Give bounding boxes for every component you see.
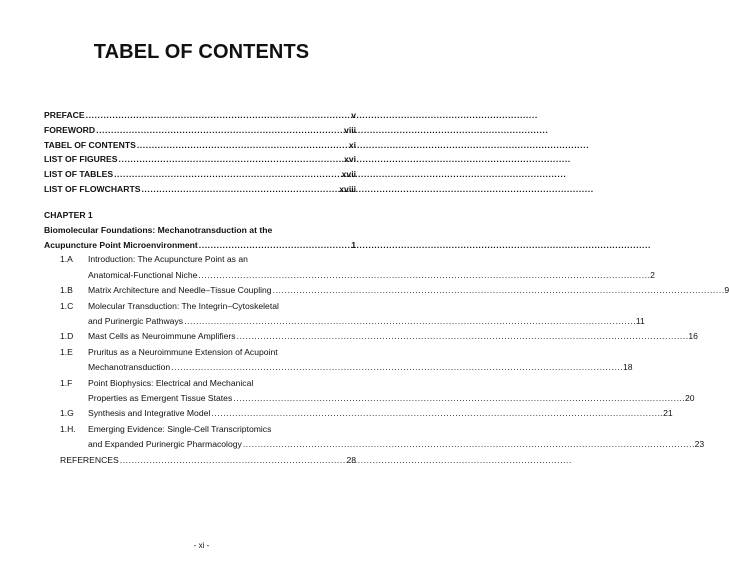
page-title: TABEL OF CONTENTS xyxy=(93,41,310,63)
toc-entry-section-1d[interactable] xyxy=(44,329,698,344)
chapter-1-block xyxy=(44,208,729,468)
toc-entry-section-1f[interactable] xyxy=(44,376,695,407)
chapter-title-line2: Acupuncture Point Microenvironment xyxy=(44,239,198,250)
chapter-label: CHAPTER 1 xyxy=(44,210,93,220)
toc-entry-section-1e[interactable] xyxy=(44,345,633,376)
toc-entry-page: xi xyxy=(348,139,356,150)
toc-entry-page: 18 xyxy=(622,362,633,373)
section-title-last: Anatomical-Functional Niche xyxy=(88,269,198,280)
toc-entry-page: 23 xyxy=(694,439,705,450)
section-title-last: and Expanded Purinergic Pharmacology xyxy=(88,439,242,450)
section-number: 1.C xyxy=(60,300,74,311)
dot-leader xyxy=(184,314,635,329)
toc-entry-label: TABEL OF CONTENTS xyxy=(44,139,136,150)
toc-entry-label: LIST OF TABLES xyxy=(44,169,114,180)
toc-entry-label: PREFACE xyxy=(44,110,85,120)
section-list xyxy=(44,252,729,468)
toc-entry-label: LIST OF FLOWCHARTS xyxy=(44,183,141,194)
toc-entry-page: 9 xyxy=(724,285,729,296)
toc-entry-page: 28 xyxy=(346,454,356,465)
toc-entry-foreword[interactable] xyxy=(44,123,356,138)
chapter-title-line1: Biomolecular Foundations: Mechanotransduction at the xyxy=(44,224,273,235)
section-title-last: Synthesis and Integrative Model xyxy=(88,408,211,419)
toc-entry-page: xvi xyxy=(344,154,356,165)
toc-entry-page: 16 xyxy=(688,331,698,342)
toc-entry-section-1b[interactable] xyxy=(44,283,729,298)
toc-entry-preface[interactable] xyxy=(44,108,356,123)
section-title-line1: Introduction: The Acupuncture Point as an xyxy=(88,254,248,265)
toc-entry-page: 2 xyxy=(650,269,655,280)
section-title-line1: Pruritus as a Neuroimmune Extension of Acupoint xyxy=(88,346,278,357)
toc-entry-page: 1 xyxy=(351,239,356,250)
toc-entry-label: LIST OF FIGURES xyxy=(44,154,118,165)
toc-entry-list-of-tables[interactable] xyxy=(44,167,356,182)
toc-entry-label: REFERENCES xyxy=(60,454,119,465)
section-number: 1.E xyxy=(60,346,73,357)
dot-leader xyxy=(233,391,684,406)
toc-entry-list-of-figures[interactable] xyxy=(44,152,356,167)
dot-leader xyxy=(86,108,351,123)
toc-entry-section-1h[interactable] xyxy=(44,422,705,453)
dot-leader xyxy=(211,406,662,421)
toc-entry-label: FOREWORD xyxy=(44,124,96,135)
toc-entry-page: 11 xyxy=(635,315,645,326)
section-number: 1.A xyxy=(60,254,73,265)
toc-entry-list-of-flowcharts[interactable] xyxy=(44,182,356,197)
section-number: 1.B xyxy=(60,285,73,296)
toc-entry-section-1a[interactable] xyxy=(44,252,655,283)
toc-entry-page: v xyxy=(351,110,356,120)
toc-entry-table-of-contents[interactable] xyxy=(44,138,356,153)
dot-leader xyxy=(141,182,338,197)
toc-entry-page: 20 xyxy=(685,392,695,403)
toc-entry-page: viii xyxy=(344,124,356,135)
section-number: 1.H. xyxy=(60,423,76,434)
dot-leader xyxy=(120,453,346,468)
dot-leader xyxy=(198,268,649,283)
toc-entry-page: 21 xyxy=(663,408,673,419)
dot-leader xyxy=(119,152,344,167)
toc-entry-references[interactable] xyxy=(44,453,356,468)
toc-entry-section-1g[interactable] xyxy=(44,406,673,421)
dot-leader xyxy=(199,238,350,253)
section-number: 1.G xyxy=(60,408,74,419)
dot-leader xyxy=(96,123,343,138)
dot-leader xyxy=(114,167,341,182)
dot-leader xyxy=(137,138,348,153)
section-title-last: Mechanotransduction xyxy=(88,362,171,373)
section-title-last: Mast Cells as Neuroimmune Amplifiers xyxy=(88,331,236,342)
dot-leader xyxy=(273,283,724,298)
section-title-last: Matrix Architecture and Needle–Tissue Coupling xyxy=(88,285,272,296)
section-title-last: and Purinergic Pathways xyxy=(88,315,184,326)
section-number: 1.F xyxy=(60,377,73,388)
dot-leader xyxy=(171,360,622,375)
front-matter-list xyxy=(44,108,356,197)
toc-entry-page: xvii xyxy=(341,169,356,180)
dot-leader xyxy=(243,437,694,452)
section-title-line1: Molecular Transduction: The Integrin–Cytoskeletal xyxy=(88,300,279,311)
page-number-footer: - xi - xyxy=(193,541,210,550)
section-title-line1: Emerging Evidence: Single-Cell Transcriptomics xyxy=(88,423,272,434)
dot-leader xyxy=(237,329,688,344)
section-number: 1.D xyxy=(60,331,74,342)
section-title-line1: Point Biophysics: Electrical and Mechanical xyxy=(88,377,254,388)
toc-entry-section-1c[interactable] xyxy=(44,299,645,330)
toc-entry-chapter-1[interactable] xyxy=(44,238,356,253)
toc-entry-page: xviii xyxy=(339,183,356,194)
section-title-last: Properties as Emergent Tissue States xyxy=(88,392,233,403)
